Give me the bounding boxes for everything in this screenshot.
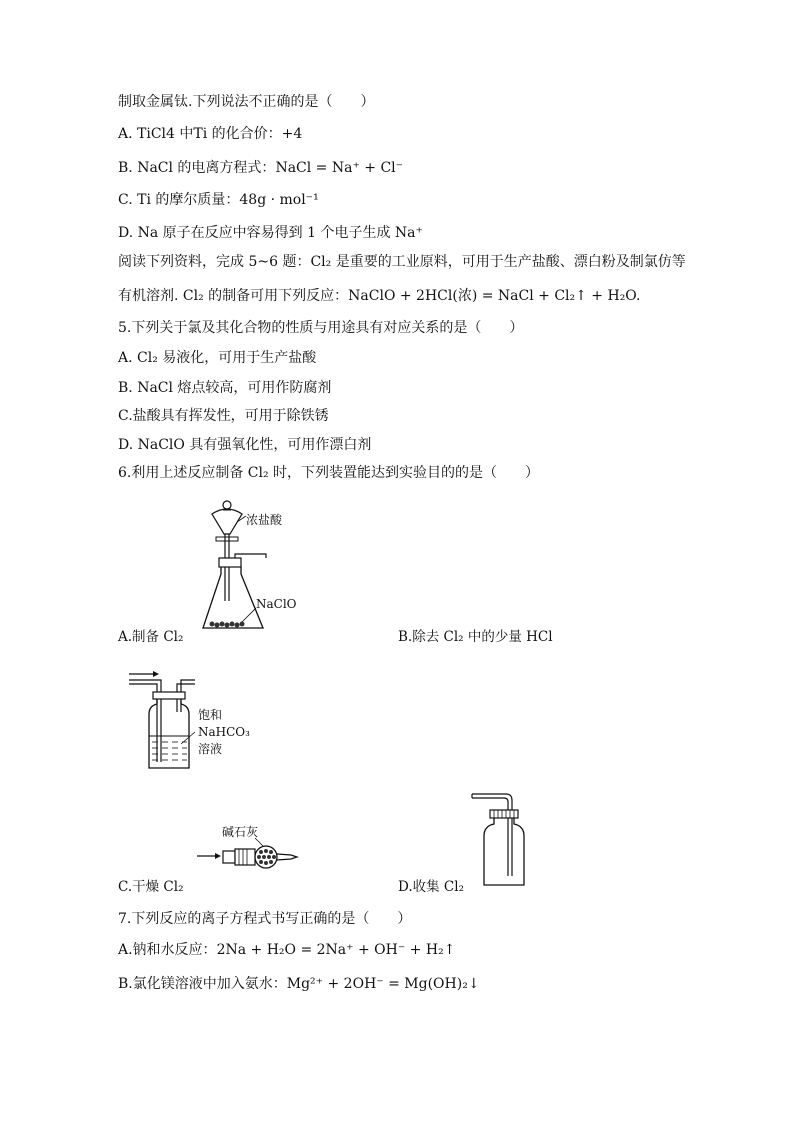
q6-caption-a: A.制备 Cl₂ (118, 629, 184, 645)
q4-option-a: A. TiCl4 中Ti 的化合价：+4 (118, 126, 303, 142)
figure-b-label-nahco3: NaHCO₃ (198, 725, 250, 739)
q7-option-a-equation: 2Na + H₂O = 2Na⁺ + OH⁻ + H₂↑ (216, 942, 456, 958)
q7-option-a-prefix: A.钠和水反应： (118, 942, 217, 958)
q4-option-b (118, 158, 403, 178)
q5-option-b: B. NaCl 熔点较高，可用作防腐剂 (118, 380, 332, 396)
q7-option-b-equation: Mg²⁺ + 2OH⁻ = Mg(OH)₂↓ (286, 976, 480, 992)
q5-option-a: A. Cl₂ 易液化，可用于生产盐酸 (118, 350, 317, 366)
reading-line-2-equation: NaClO + 2HCl(浓) = NaCl + Cl₂↑ + H₂O. (348, 288, 641, 304)
figure-b-wash-bottle (125, 668, 235, 778)
figure-a-label-naclo: NaClO (256, 597, 297, 611)
reading-line-2 (118, 286, 640, 306)
figure-d-collecting-bottle (468, 792, 538, 890)
q6-stem: 6.利用上述反应制备 Cl₂ 时，下列装置能达到实验目的的是（ ） (118, 465, 540, 481)
q7-stem: 7.下列反应的离子方程式书写正确的是（ ） (118, 911, 412, 927)
q7-option-b-prefix: B.氯化镁溶液中加入氨水： (118, 976, 287, 992)
q4-option-c: C. Ti 的摩尔质量：48g · mol⁻¹ (118, 192, 319, 208)
q4-option-b-equation: NaCl = Na⁺ + Cl⁻ (275, 160, 404, 176)
q7-option-b (118, 974, 480, 994)
figure-b-label-saturated: 饱和 (198, 708, 223, 722)
figure-b-label-solution: 溶液 (198, 742, 223, 756)
figure-c-label-sodalime: 碱石灰 (222, 825, 259, 839)
q6-caption-d: D.收集 Cl₂ (398, 879, 464, 895)
q5-stem: 5.下列关于氯及其化合物的性质与用途具有对应关系的是（ ） (118, 320, 524, 336)
q5-option-c: C.盐酸具有挥发性，可用于除铁锈 (118, 408, 329, 424)
q4-option-b-prefix: B. NaCl 的电离方程式： (118, 160, 276, 176)
q6-caption-b: B.除去 Cl₂ 中的少量 HCl (398, 629, 553, 645)
figure-a-label-acid: 浓盐酸 (246, 513, 283, 527)
q4-option-d: D. Na 原子在反应中容易得到 1 个电子生成 Na⁺ (118, 225, 423, 241)
q6-caption-c: C.干燥 Cl₂ (118, 879, 184, 895)
q7-option-a (118, 940, 455, 960)
reading-line-1: 阅读下列资料，完成 5~6 题：Cl₂ 是重要的工业原料，可用于生产盐酸、漂白粉及制氯仿等 (118, 254, 686, 270)
reading-line-2-prefix: 有机溶剂. Cl₂ 的制备可用下列反应： (118, 288, 349, 304)
figure-c-drying-tube (193, 838, 303, 878)
q5-option-d: D. NaClO 具有强氧化性，可用作漂白剂 (118, 437, 372, 453)
q4-stem: 制取金属钛.下列说法不正确的是（ ） (118, 94, 375, 110)
